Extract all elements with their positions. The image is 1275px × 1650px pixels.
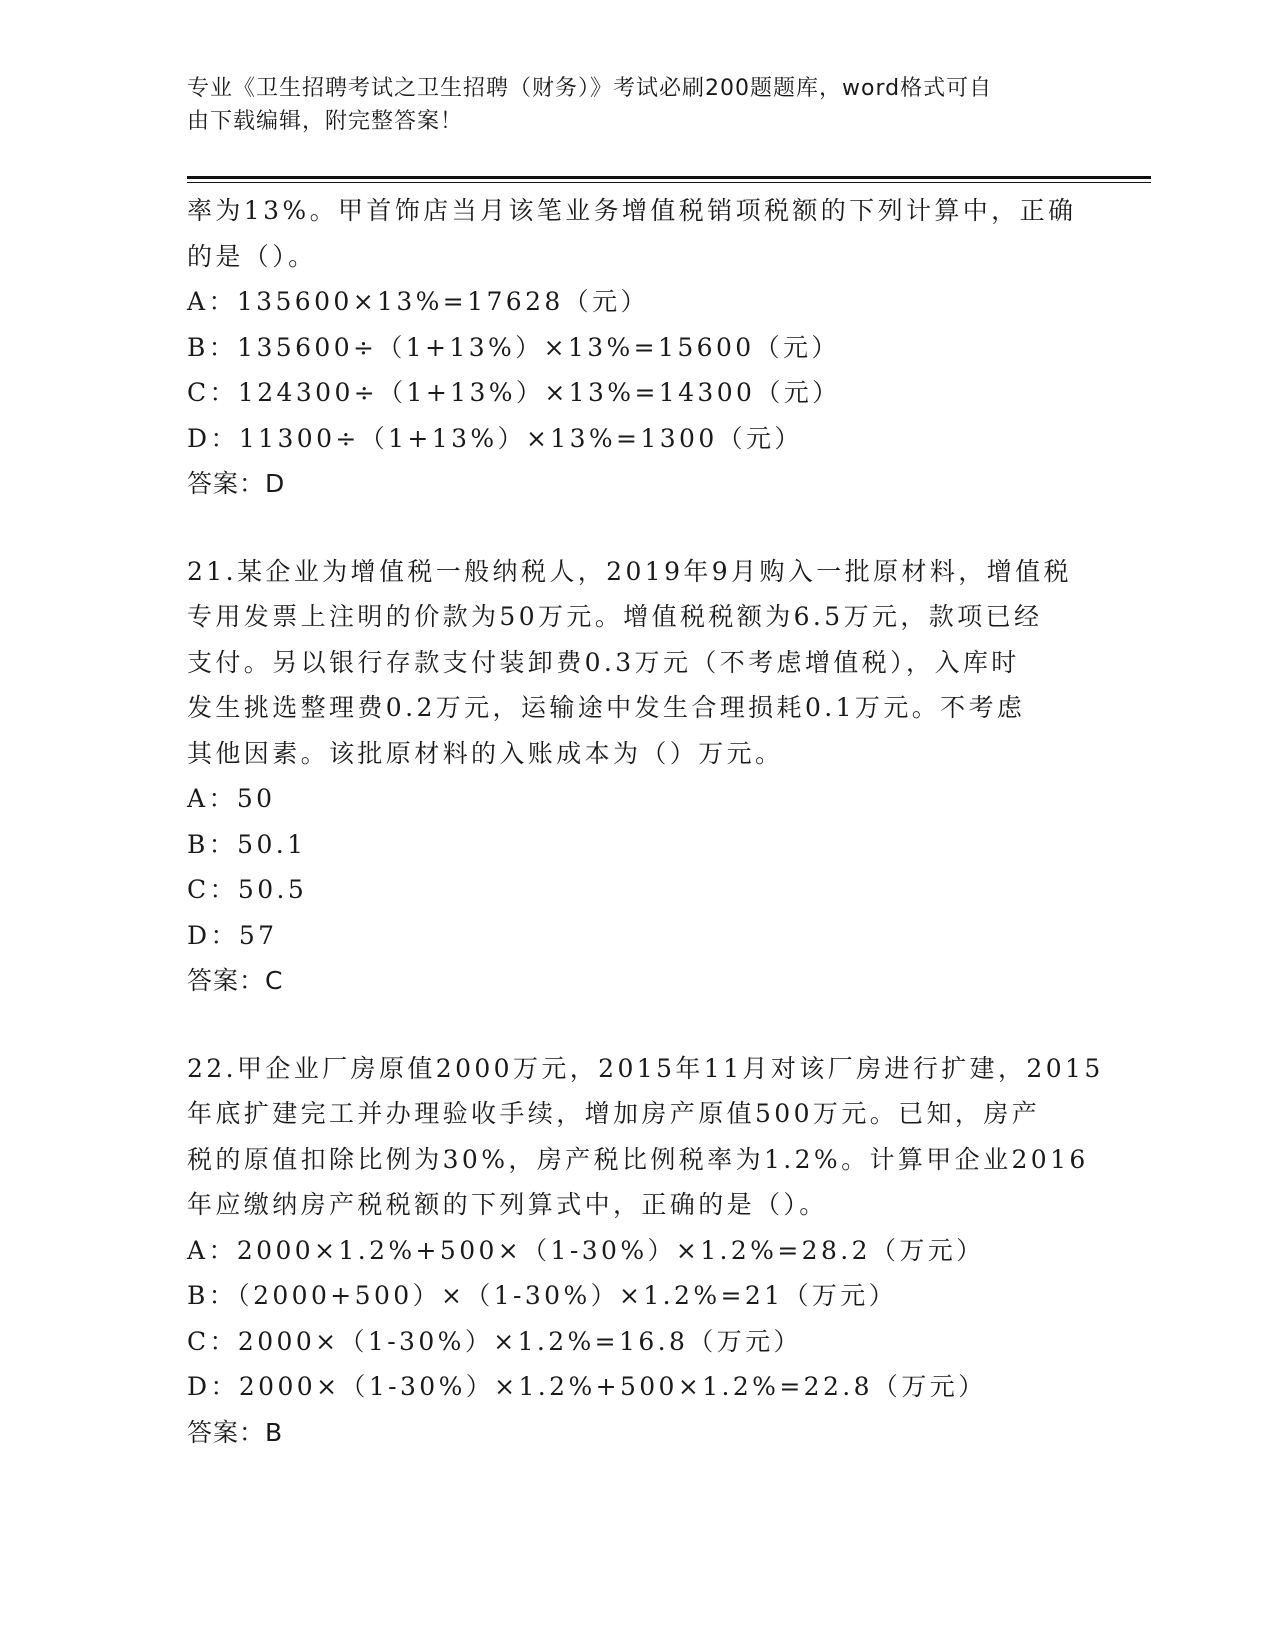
option-b: B：（2000+500）×（1-30%）×1.2%=21（万元） — [187, 1281, 898, 1310]
question-20 — [187, 188, 1087, 507]
question-stem-line: 专用发票上注明的价款为50万元。增值税税额为6.5万元，款项已经 — [187, 602, 1043, 631]
header-line-2: 由下载编辑，附完整答案！ — [187, 109, 464, 134]
option-a: A：2000×1.2%+500×（1-30%）×1.2%=28.2（万元） — [187, 1235, 985, 1265]
question-stem-line: 发生挑选整理费0.2万元，运输途中发生合理损耗0.1万元。不考虑 — [187, 693, 1026, 722]
option-a: A：135600×13%=17628（元） — [187, 287, 649, 316]
option-c: C：124300÷（1+13%）×13%=14300（元） — [187, 378, 841, 407]
header-line-1: 专业《卫生招聘考试之卫生招聘（财务）》考试必刷200题题库，word格式可自 — [187, 76, 993, 101]
option-d: D：11300÷（1+13%）×13%=1300（元） — [187, 423, 803, 453]
option-a: A：50 — [187, 784, 276, 813]
question-stem-line: 21.某企业为增值税一般纳税人，2019年9月购入一批原材料，增值税 — [187, 556, 1072, 586]
question-stem-line: 的是（）。 — [187, 241, 317, 271]
answer-line: 答案：B — [187, 1417, 284, 1447]
document-header — [187, 72, 1067, 138]
answer-line: 答案：C — [187, 966, 284, 995]
question-stem-line: 支付。另以银行存款支付装卸费0.3万元（不考虑增值税），入库时 — [187, 647, 1020, 677]
option-d: D：57 — [187, 920, 278, 950]
question-stem-line: 其他因素。该批原材料的入账成本为（）万元。 — [187, 738, 784, 768]
question-22 — [187, 1046, 1104, 1456]
spacer — [187, 1004, 1087, 1046]
option-b: B：135600÷（1+13%）×13%=15600（元） — [187, 332, 840, 362]
question-stem-line: 年底扩建完工并办理验收手续，增加房产原值500万元。已知，房产 — [187, 1099, 1041, 1128]
option-d: D：2000×（1-30%）×1.2%+500×1.2%=22.8（万元） — [187, 1372, 987, 1401]
question-21 — [187, 549, 1087, 1004]
header-rule-thick — [187, 176, 1151, 179]
answer-line: 答案：D — [187, 469, 286, 498]
question-stem-line: 率为13%。甲首饰店当月该笔业务增值税销项税额的下列计算中，正确 — [187, 196, 1077, 225]
question-stem-line: 年应缴纳房产税税额的下列算式中，正确的是（）。 — [187, 1190, 828, 1219]
option-c: C：50.5 — [187, 875, 308, 904]
option-b: B：50.1 — [187, 829, 307, 859]
option-c: C：2000×（1-30%）×1.2%=16.8（万元） — [187, 1326, 802, 1356]
document-body — [187, 188, 1104, 1455]
question-stem-line: 税的原值扣除比例为30%，房产税比例税率为1.2%。计算甲企业2016 — [187, 1144, 1089, 1174]
spacer — [187, 507, 1087, 549]
header-rule-thin — [187, 182, 1151, 183]
question-stem-line: 22.甲企业厂房原值2000万元，2015年11月对该厂房进行扩建，2015 — [187, 1053, 1104, 1083]
